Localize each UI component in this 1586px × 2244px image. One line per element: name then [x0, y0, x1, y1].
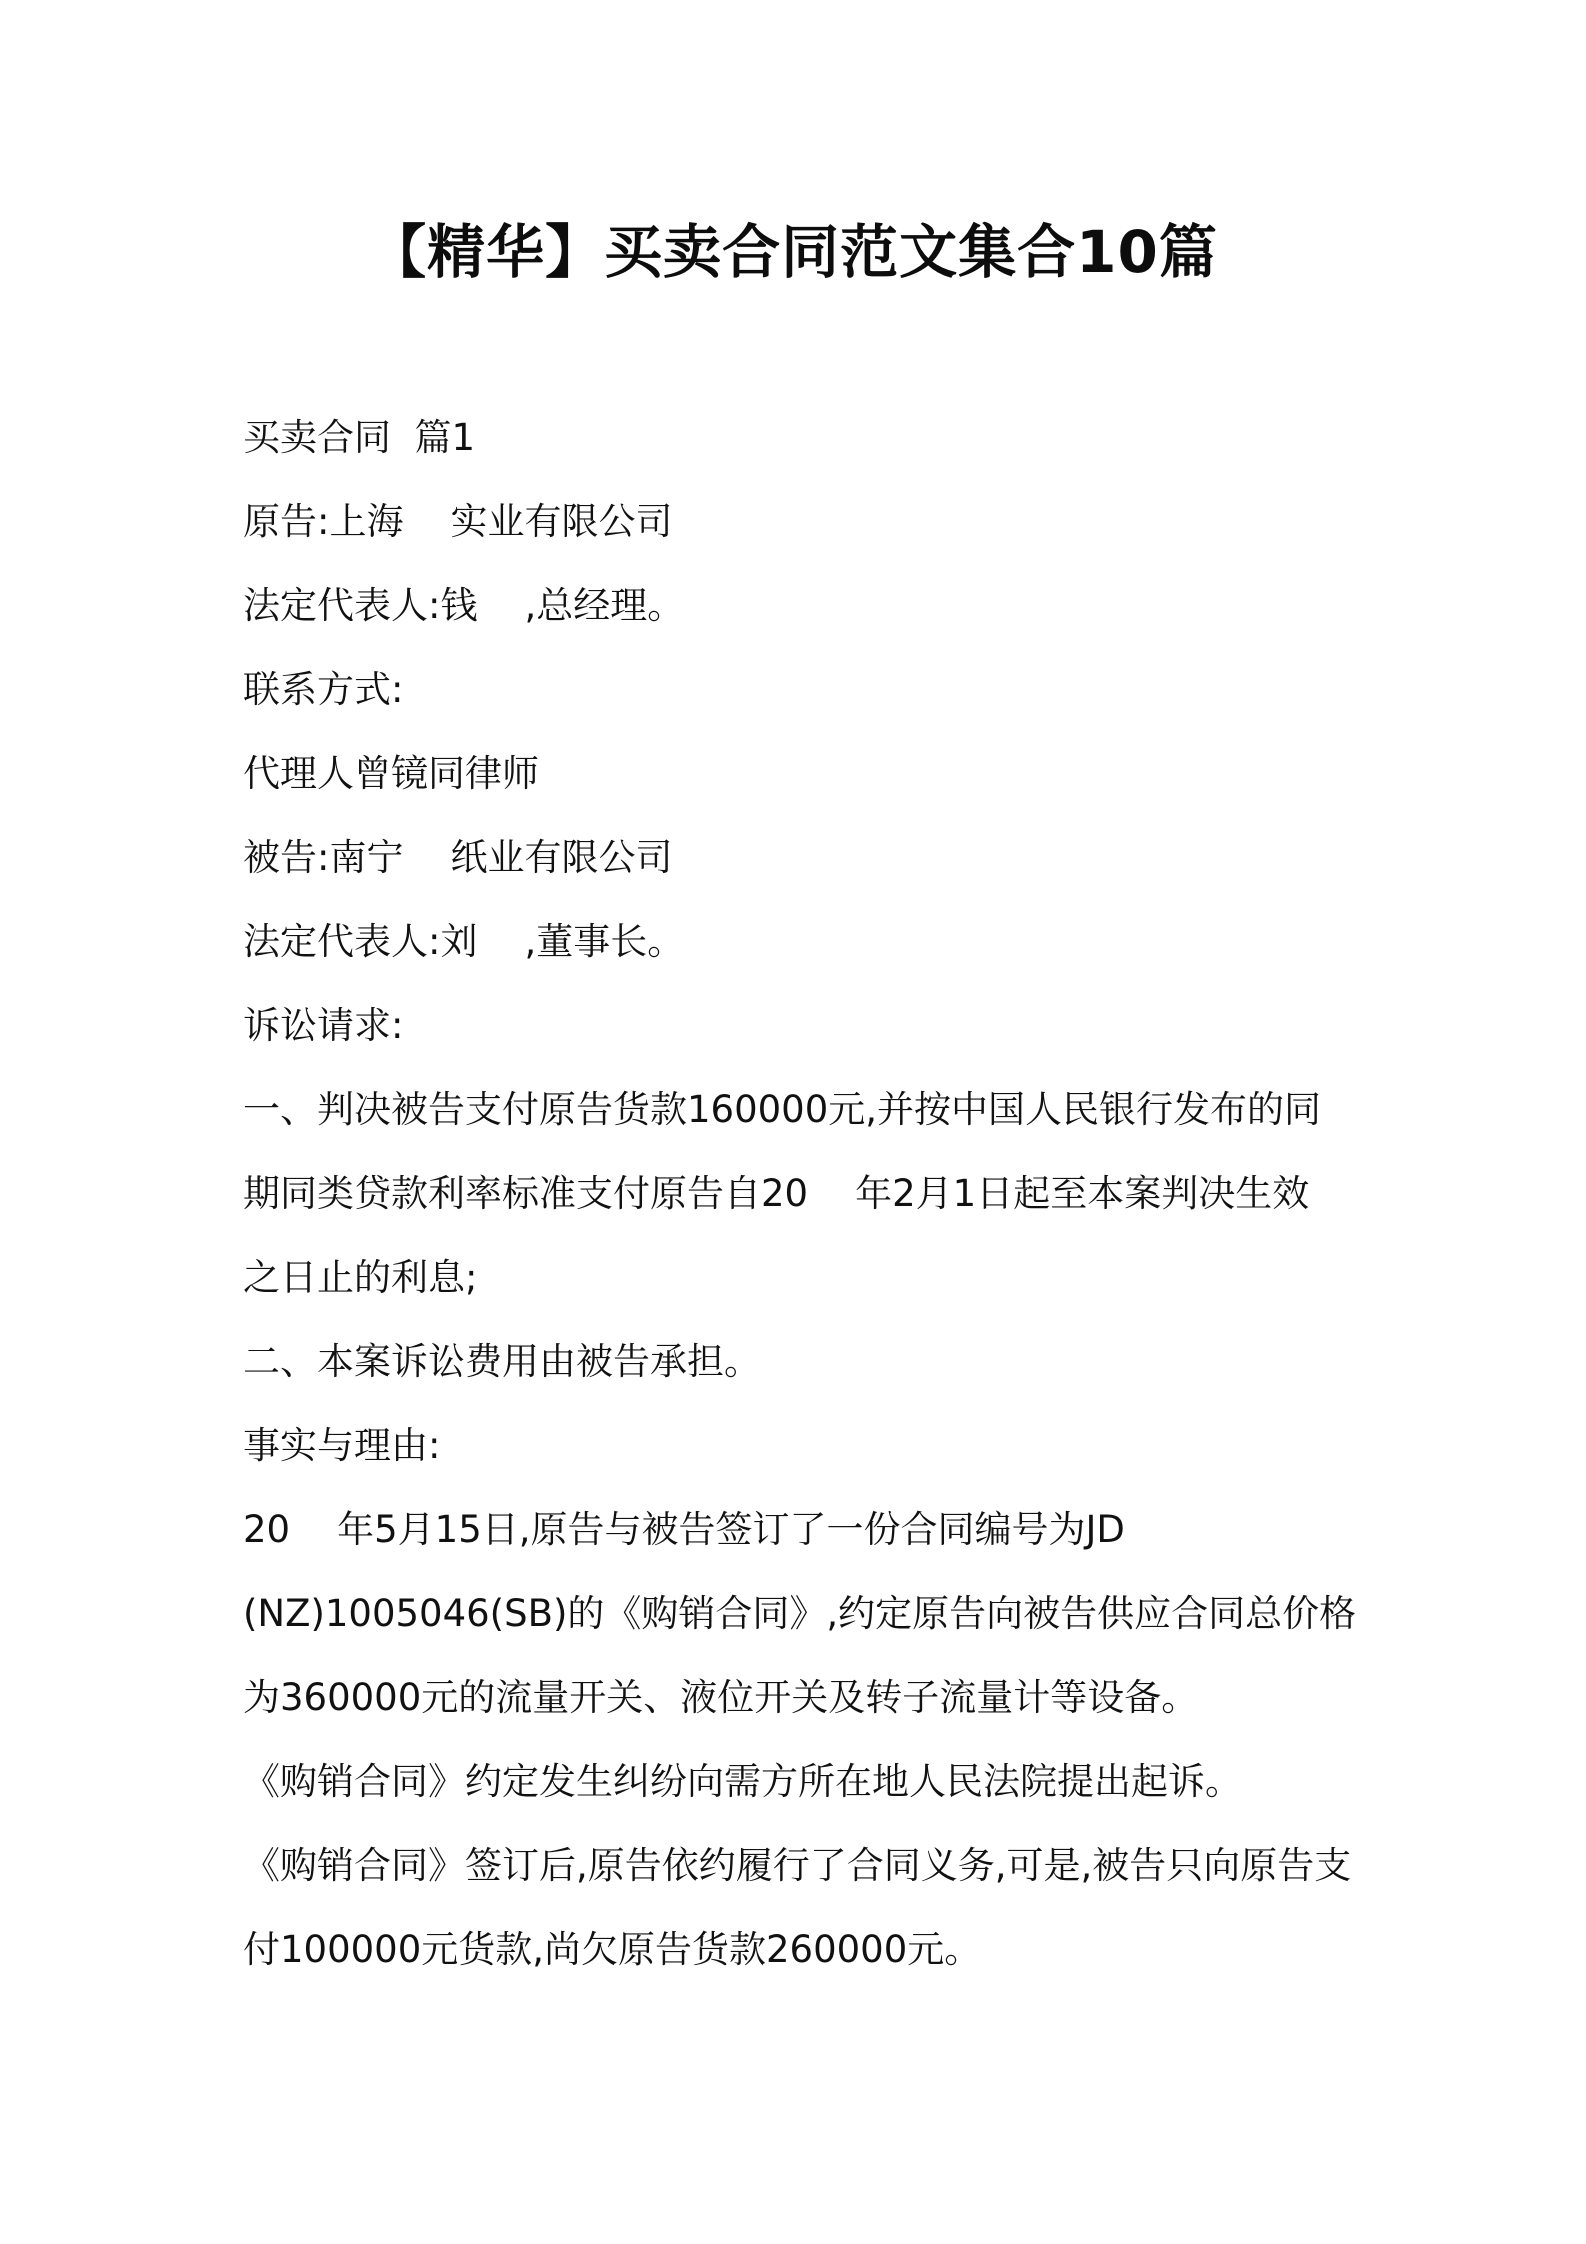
contact-line: 联系方式:	[243, 668, 404, 711]
defendant-line: 被告:南宁 纸业有限公司	[243, 836, 673, 879]
document-title: 【精华】买卖合同范文集合10篇	[368, 218, 1218, 286]
facts-line-4: 《购销合同》约定发生纠纷向需方所在地人民法院提出起诉。	[243, 1760, 1242, 1803]
plaintiff-representative-line: 法定代表人:钱 ,总经理。	[243, 584, 685, 627]
document-body	[243, 405, 1363, 2001]
section-heading: 买卖合同 篇1	[243, 416, 476, 459]
claim-one-line-1: 一、判决被告支付原告货款160000元,并按中国人民银行发布的同	[243, 1088, 1322, 1131]
claim-one-line-2: 期同类贷款利率标准支付原告自20 年2月1日起至本案判决生效	[243, 1172, 1310, 1215]
facts-line-6: 付100000元货款,尚欠原告货款260000元。	[243, 1928, 982, 1971]
plaintiff-line: 原告:上海 实业有限公司	[243, 500, 673, 543]
agent-line: 代理人曾镜同律师	[243, 752, 539, 795]
facts-heading: 事实与理由:	[243, 1424, 441, 1467]
claim-one-line-3: 之日止的利息;	[243, 1256, 478, 1299]
claims-heading: 诉讼请求:	[243, 1004, 404, 1047]
facts-line-5: 《购销合同》签订后,原告依约履行了合同义务,可是,被告只向原告支	[243, 1844, 1352, 1887]
defendant-representative-line: 法定代表人:刘 ,董事长。	[243, 920, 685, 963]
facts-line-3: 为360000元的流量开关、液位开关及转子流量计等设备。	[243, 1676, 1199, 1719]
claim-two-line: 二、本案诉讼费用由被告承担。	[243, 1340, 761, 1383]
facts-line-2: (NZ)1005046(SB)的《购销合同》,约定原告向被告供应合同总价格	[243, 1592, 1357, 1635]
facts-line-1: 20 年5月15日,原告与被告签订了一份合同编号为JD	[243, 1508, 1125, 1551]
